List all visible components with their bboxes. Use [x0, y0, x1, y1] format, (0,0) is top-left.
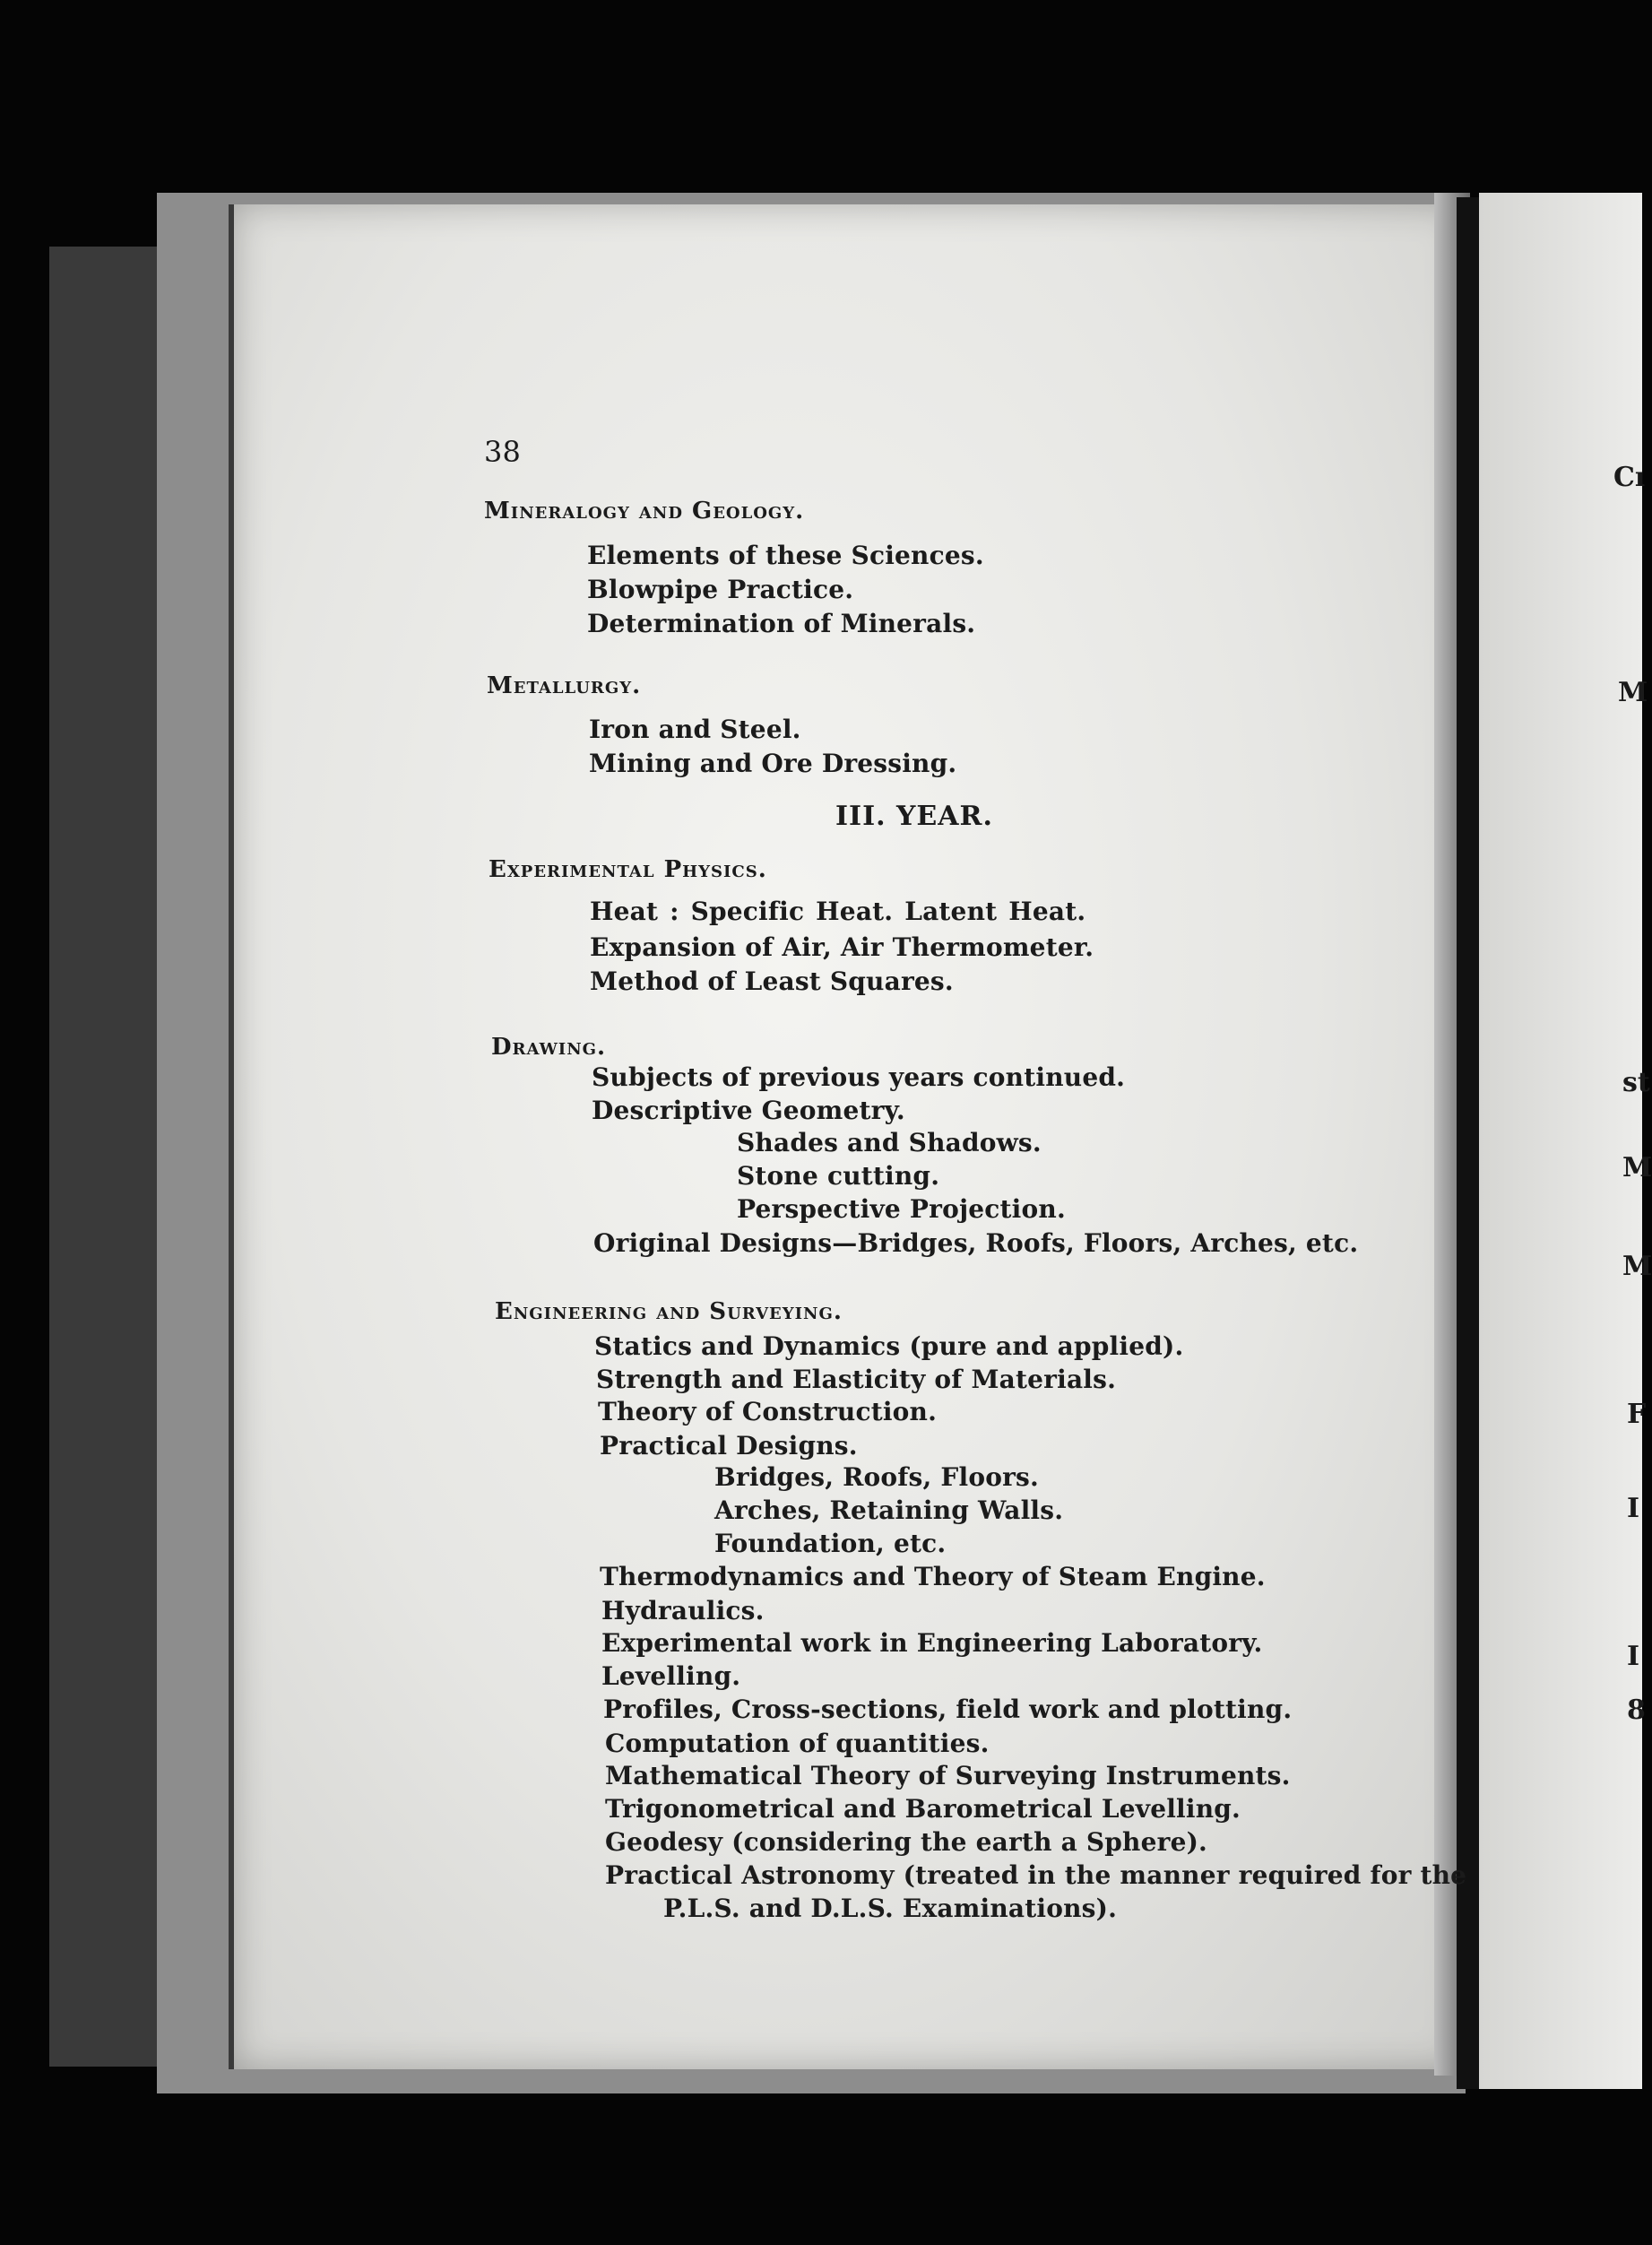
section-item: Determination of Minerals.: [587, 609, 976, 638]
section-subitem: Foundation, etc.: [714, 1529, 947, 1558]
section-item: Mathematical Theory of Surveying Instruments.: [605, 1761, 1291, 1790]
right-page-fragment: I: [1627, 1493, 1640, 1524]
section-heading: Experimental Physics.: [489, 856, 767, 883]
section-item: Experimental work in Engineering Laboratory.: [601, 1628, 1263, 1658]
section-item-continuation: P.L.S. and D.L.S. Examinations).: [663, 1894, 1118, 1923]
section-item: Descriptive Geometry.: [592, 1096, 905, 1125]
section-subitem: Stone cutting.: [737, 1161, 940, 1191]
section-item: Thermodynamics and Theory of Steam Engine.: [600, 1562, 1266, 1591]
section-item: Geodesy (considering the earth a Sphere).: [605, 1827, 1207, 1857]
right-page-fragment: F: [1627, 1399, 1647, 1430]
section-item: Theory of Construction.: [598, 1397, 938, 1426]
section-item: Practical Designs.: [600, 1431, 858, 1461]
right-page-fragment: M: [1622, 1152, 1652, 1183]
section-item: Heat : Specific Heat. Latent Heat.: [590, 897, 1086, 926]
section-item: Practical Astronomy (treated in the manner required for the: [605, 1860, 1467, 1890]
right-page-fragment: M: [1622, 1251, 1652, 1282]
section-item: Computation of quantities.: [605, 1729, 990, 1758]
section-item: Statics and Dynamics (pure and applied).: [594, 1331, 1184, 1361]
section-subitem: Perspective Projection.: [737, 1194, 1066, 1224]
section-heading: Metallurgy.: [487, 672, 642, 699]
section-subitem: Bridges, Roofs, Floors.: [714, 1462, 1039, 1492]
section-heading: Engineering and Surveying.: [495, 1298, 843, 1325]
section-item: Subjects of previous years continued.: [592, 1062, 1126, 1092]
section-heading: Mineralogy and Geology.: [484, 498, 805, 524]
right-page-fragment: I: [1627, 1641, 1640, 1672]
section-item: Levelling.: [601, 1661, 741, 1691]
right-page-fragment: 8: [1627, 1695, 1646, 1726]
right-page: [1479, 193, 1652, 2089]
book-page-stack: [49, 247, 157, 2067]
section-item: Hydraulics.: [601, 1596, 765, 1625]
right-page-fragment: st: [1622, 1067, 1650, 1098]
section-item: Original Designs—Bridges, Roofs, Floors, Arches, etc.: [593, 1228, 1359, 1258]
section-item: Profiles, Cross-sections, field work and plotting.: [603, 1695, 1293, 1724]
section-item: Expansion of Air, Air Thermometer.: [590, 932, 1094, 962]
section-item: Trigonometrical and Barometrical Levelling.: [605, 1794, 1241, 1824]
section-item: Method of Least Squares.: [590, 966, 954, 996]
section-item: Strength and Elasticity of Materials.: [596, 1365, 1117, 1394]
section-item: Mining and Ore Dressing.: [589, 749, 957, 778]
section-heading: Drawing.: [491, 1034, 607, 1061]
section-subitem: Shades and Shadows.: [737, 1128, 1042, 1157]
right-page-fragment: M: [1618, 677, 1648, 708]
section-item: Iron and Steel.: [589, 715, 801, 744]
section-item: Blowpipe Practice.: [587, 575, 854, 604]
section-subitem: Arches, Retaining Walls.: [714, 1495, 1064, 1525]
page-number: 38: [484, 435, 522, 469]
right-page-fragment: Cı: [1613, 462, 1646, 493]
section-item: Elements of these Sciences.: [587, 541, 984, 570]
year-heading: III. YEAR.: [835, 801, 993, 832]
